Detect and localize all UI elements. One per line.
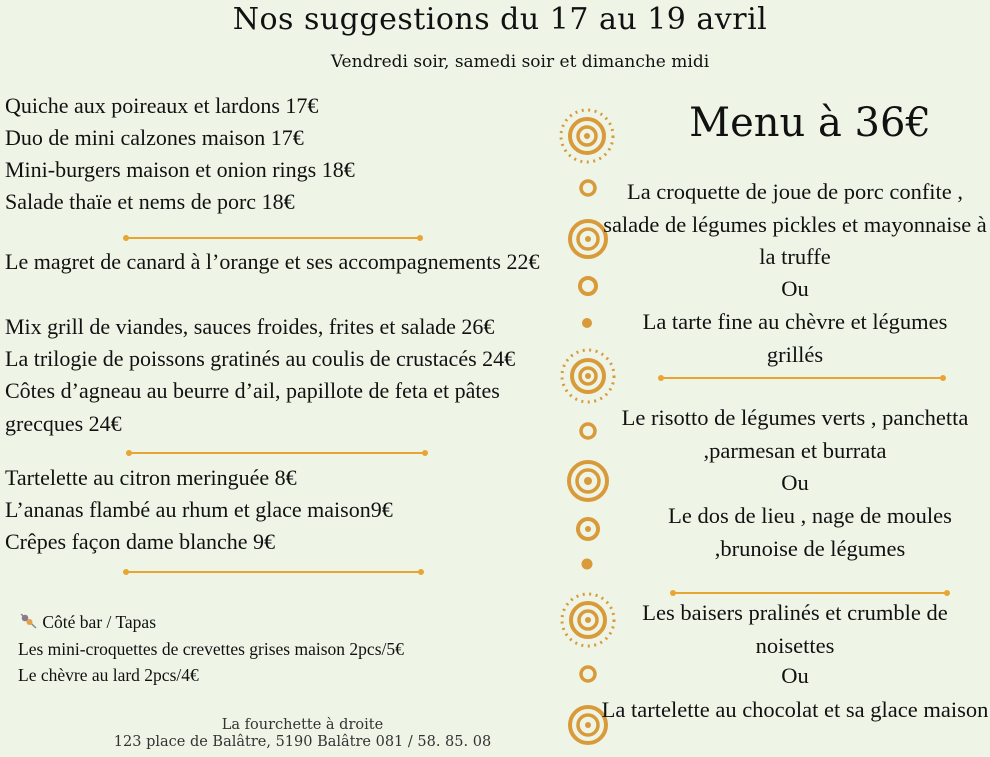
main-item: Le magret de canard à l’orange et ses accompagnements 22€ [5, 249, 540, 274]
separator [125, 237, 421, 239]
dessert-item: Tartelette au citron meringuée 8€ [5, 465, 297, 490]
menu-or: Ou [781, 276, 809, 301]
main-item: La trilogie de poissons gratinés au coulis de crustacés 24€ [5, 346, 516, 371]
dessert-item: Crêpes façon dame blanche 9€ [5, 529, 275, 554]
menu-dessert-a: Les baisers pralinés et crumble de noisettes [642, 600, 948, 658]
page-subtitle: Vendredi soir, samedi soir et dimanche midi [330, 52, 710, 72]
ring-ornament-icon [578, 664, 598, 684]
ring-ornament-icon [578, 421, 598, 441]
dot-ornament-icon [580, 557, 594, 571]
separator [128, 452, 426, 454]
ring-ornament-icon [576, 274, 600, 298]
menu-main-a: Le risotto de légumes verts , panchetta ,parmesan et burrata [621, 405, 969, 463]
skewer-icon [18, 612, 38, 630]
menu-main-b: Le dos de lieu , nage de moules ,brunoise de légumes [668, 503, 952, 561]
separator [660, 377, 944, 379]
menu-dessert-b: La tartelette au chocolat et sa glace maison [601, 697, 989, 722]
main-item: Côtes d’agneau au beurre d’ail, papillote de feta et pâtes grecques 24€ [5, 378, 500, 436]
bar-heading-label: Côté bar / Tapas [42, 612, 157, 632]
menu-starter-b: La tarte fine au chèvre et légumes grillés [642, 309, 948, 367]
bar-heading [18, 612, 156, 633]
menu-or: Ou [781, 470, 809, 495]
starter-item: Duo de mini calzones maison 17€ [5, 125, 304, 150]
page-title: Nos suggestions du 17 au 19 avril [232, 2, 768, 37]
ring-ornament-icon [574, 515, 602, 543]
starter-item: Salade thaïe et nems de porc 18€ [5, 189, 295, 214]
bar-item: Les mini-croquettes de crevettes grises maison 2pcs/5€ [18, 639, 404, 659]
dessert-item: L’ananas flambé au rhum et glace maison9€ [5, 497, 393, 522]
ring-ornament-icon [578, 178, 598, 198]
sun-ornament-icon [557, 106, 617, 166]
starter-item: Quiche aux poireaux et lardons 17€ [5, 93, 319, 118]
dot-ornament-icon [581, 317, 593, 329]
menu-starter-a: La croquette de joue de porc confite , salade de légumes pickles et mayonnaise à la truffe [603, 179, 987, 269]
sun-ornament-icon [558, 346, 618, 406]
separator [672, 592, 948, 594]
menu-or: Ou [781, 663, 809, 688]
separator [125, 571, 422, 573]
main-item: Mix grill de viandes, sauces froides, frites et salade 26€ [5, 314, 495, 339]
starter-item: Mini-burgers maison et onion rings 18€ [5, 157, 355, 182]
sun-ornament-icon [558, 590, 618, 650]
menu-title: Menu à 36€ [689, 100, 931, 146]
restaurant-name: La fourchette à droite [221, 717, 384, 733]
restaurant-address: 123 place de Balâtre, 5190 Balâtre 081 / 58. 85. 08 [113, 734, 492, 750]
bar-item: Le chèvre au lard 2pcs/4€ [18, 665, 199, 685]
